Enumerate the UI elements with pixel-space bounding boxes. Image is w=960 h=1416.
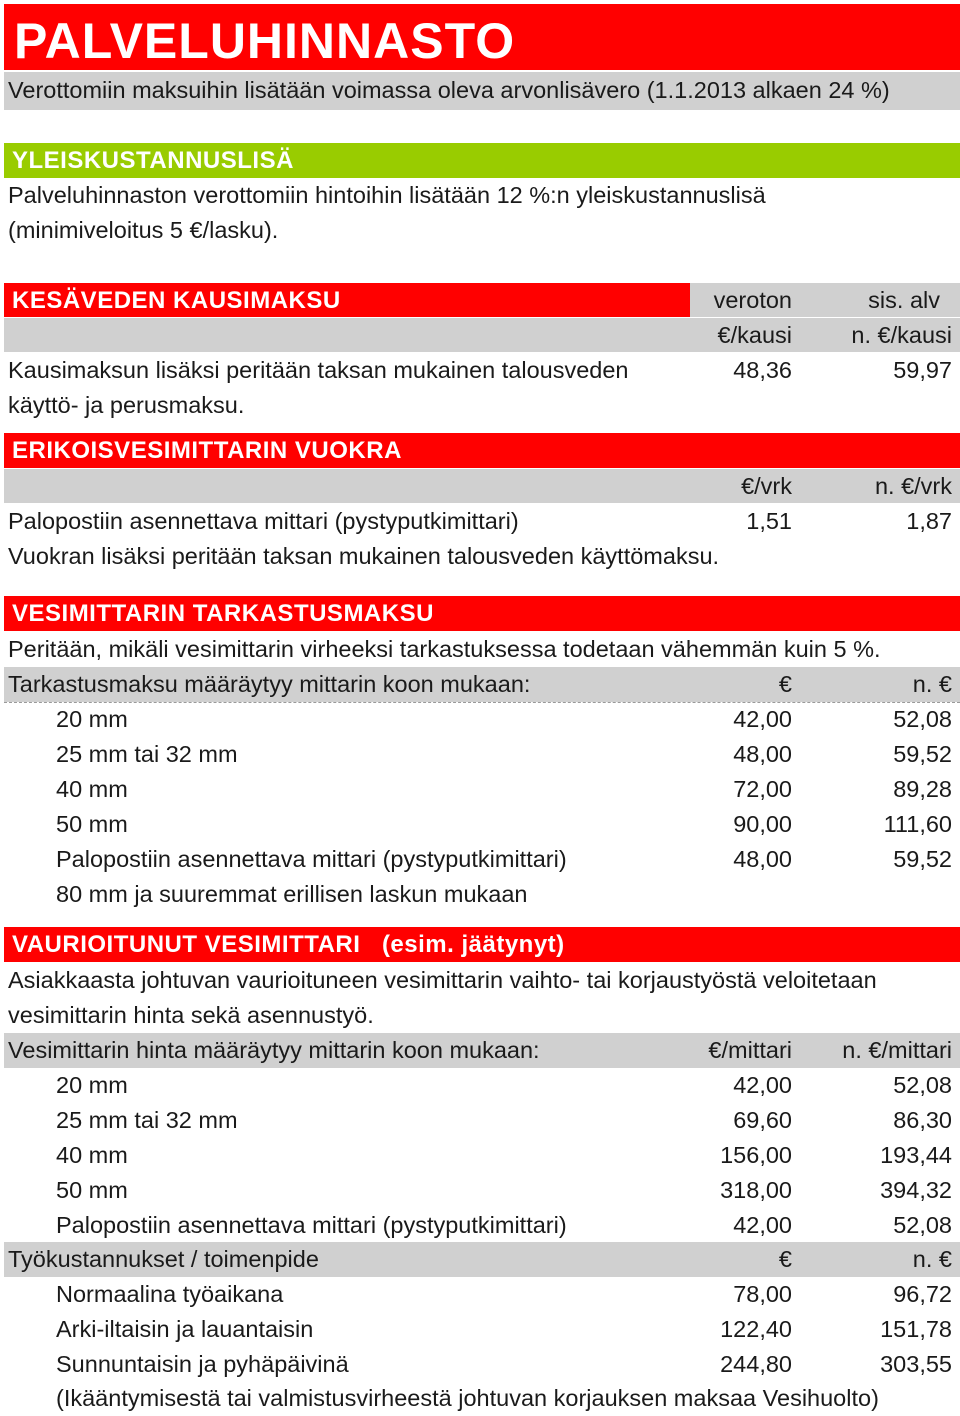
damaged-row-label: 40 mm bbox=[56, 1142, 128, 1168]
work-row-price: 244,80 bbox=[720, 1351, 792, 1377]
damaged-heading-band bbox=[4, 927, 960, 962]
summer-col2-bottom: n. €/kausi bbox=[851, 322, 952, 348]
work-row-price-vat: 303,55 bbox=[880, 1351, 952, 1377]
damaged-row-price: 42,00 bbox=[733, 1072, 792, 1098]
damaged-desc-2: vesimittarin hinta sekä asennustyö. bbox=[8, 1002, 374, 1028]
summer-price-vat: 59,97 bbox=[893, 357, 952, 383]
rental-units-band bbox=[4, 469, 960, 503]
vat-note: Verottomiin maksuihin lisätään voimassa oleva arvonlisävero (1.1.2013 alkaen 24 %) bbox=[8, 77, 890, 103]
damaged-row-price: 318,00 bbox=[720, 1177, 792, 1203]
damaged-row-label: Palopostiin asennettava mittari (pystyputkimittari) bbox=[56, 1212, 567, 1238]
inspection-row-price: 48,00 bbox=[733, 741, 792, 767]
inspection-col2: n. € bbox=[912, 671, 952, 697]
summer-col2-top: sis. alv bbox=[868, 287, 940, 313]
damaged-row-price: 42,00 bbox=[733, 1212, 792, 1238]
work-row-label: Normaalina työaikana bbox=[56, 1281, 284, 1307]
rental-price: 1,51 bbox=[746, 508, 792, 534]
summer-desc-1: Kausimaksun lisäksi peritään taksan mukainen talousveden bbox=[8, 357, 629, 383]
damaged-row-price-vat: 52,08 bbox=[893, 1072, 952, 1098]
inspection-heading-band bbox=[4, 596, 960, 631]
summer-col1-bottom: €/kausi bbox=[717, 322, 792, 348]
title-band bbox=[4, 4, 960, 70]
overhead-heading: YLEISKUSTANNUSLISÄ bbox=[12, 147, 294, 174]
damaged-desc-1: Asiakkaasta johtuvan vaurioituneen vesimittarin vaihto- tai korjaustyöstä veloitetaan bbox=[8, 967, 877, 993]
page-title: PALVELUHINNASTO bbox=[14, 13, 516, 69]
overhead-text-1: Palveluhinnaston verottomiin hintoihin lisätään 12 %:n yleiskustannuslisä bbox=[8, 182, 766, 208]
inspection-row-label: 25 mm tai 32 mm bbox=[56, 741, 238, 767]
summer-col1-top: veroton bbox=[713, 287, 792, 313]
damaged-row-price-vat: 193,44 bbox=[880, 1142, 952, 1168]
inspection-divider bbox=[4, 702, 960, 703]
inspection-row-label: 40 mm bbox=[56, 776, 128, 802]
summer-water-heading-band bbox=[4, 283, 690, 317]
inspection-heading: VESIMITTARIN TARKASTUSMAKSU bbox=[12, 600, 434, 627]
rental-col1: €/vrk bbox=[741, 473, 792, 499]
damaged-heading: VAURIOITUNUT VESIMITTARI (esim. jäätynyt) bbox=[12, 931, 565, 958]
overhead-heading-band bbox=[4, 143, 960, 178]
damaged-row-label: 25 mm tai 32 mm bbox=[56, 1107, 238, 1133]
summer-water-heading: KESÄVEDEN KAUSIMAKSU bbox=[12, 287, 341, 314]
inspection-row-price: 48,00 bbox=[733, 846, 792, 872]
inspection-row-label: Palopostiin asennettava mittari (pystyputkimittari) bbox=[56, 846, 567, 872]
damaged-row-price-vat: 86,30 bbox=[893, 1107, 952, 1133]
damaged-table-label: Vesimittarin hinta määräytyy mittarin koon mukaan: bbox=[8, 1037, 540, 1063]
work-row-label: Arki-iltaisin ja lauantaisin bbox=[56, 1316, 314, 1342]
rental-col2: n. €/vrk bbox=[874, 473, 952, 499]
inspection-footnote: 80 mm ja suuremmat erillisen laskun mukaan bbox=[56, 881, 528, 907]
inspection-row-label: 50 mm bbox=[56, 811, 128, 837]
work-col1: € bbox=[778, 1246, 792, 1272]
summer-desc-2: käyttö- ja perusmaksu. bbox=[8, 392, 245, 418]
rental-heading: ERIKOISVESIMITTARIN VUOKRA bbox=[12, 437, 402, 464]
damaged-row-price-vat: 52,08 bbox=[893, 1212, 952, 1238]
summer-water-units-band bbox=[4, 318, 960, 352]
inspection-col1: € bbox=[778, 671, 792, 697]
inspection-row-price-vat: 89,28 bbox=[893, 776, 952, 802]
work-row-price: 122,40 bbox=[720, 1316, 792, 1342]
inspection-row-price-vat: 52,08 bbox=[893, 706, 952, 732]
work-row-price-vat: 151,78 bbox=[880, 1316, 952, 1342]
damaged-row-price: 156,00 bbox=[720, 1142, 792, 1168]
damaged-col2: n. €/mittari bbox=[842, 1037, 952, 1063]
rental-note: Vuokran lisäksi peritään taksan mukainen talousveden käyttömaksu. bbox=[8, 543, 720, 569]
inspection-table-label: Tarkastusmaksu määräytyy mittarin koon mukaan: bbox=[8, 671, 531, 697]
inspection-row-label: 20 mm bbox=[56, 706, 128, 732]
work-row-price-vat: 96,72 bbox=[893, 1281, 952, 1307]
rental-price-vat: 1,87 bbox=[906, 508, 952, 534]
inspection-row-price-vat: 59,52 bbox=[893, 846, 952, 872]
work-col2: n. € bbox=[912, 1246, 952, 1272]
inspection-row-price: 42,00 bbox=[733, 706, 792, 732]
work-row-price: 78,00 bbox=[733, 1281, 792, 1307]
inspection-row-price-vat: 59,52 bbox=[893, 741, 952, 767]
overhead-text-2: (minimiveloitus 5 €/lasku). bbox=[8, 217, 279, 243]
inspection-row-price: 90,00 bbox=[733, 811, 792, 837]
work-label: Työkustannukset / toimenpide bbox=[8, 1246, 319, 1272]
work-row-label: Sunnuntaisin ja pyhäpäivinä bbox=[56, 1351, 349, 1377]
damaged-row-label: 20 mm bbox=[56, 1072, 128, 1098]
damaged-col1: €/mittari bbox=[708, 1037, 792, 1063]
damaged-row-price-vat: 394,32 bbox=[880, 1177, 952, 1203]
damaged-row-label: 50 mm bbox=[56, 1177, 128, 1203]
damaged-footnote: (Ikääntymisestä tai valmistusvirheestä johtuvan korjauksen maksaa Vesihuolto) bbox=[56, 1385, 879, 1411]
inspection-row-price: 72,00 bbox=[733, 776, 792, 802]
summer-price: 48,36 bbox=[733, 357, 792, 383]
rental-heading-band bbox=[4, 433, 960, 468]
rental-item: Palopostiin asennettava mittari (pystyputkimittari) bbox=[8, 508, 519, 534]
inspection-row-price-vat: 111,60 bbox=[883, 811, 952, 837]
damaged-row-price: 69,60 bbox=[733, 1107, 792, 1133]
inspection-desc: Peritään, mikäli vesimittarin virheeksi tarkastuksessa todetaan vähemmän kuin 5 %. bbox=[8, 636, 881, 662]
